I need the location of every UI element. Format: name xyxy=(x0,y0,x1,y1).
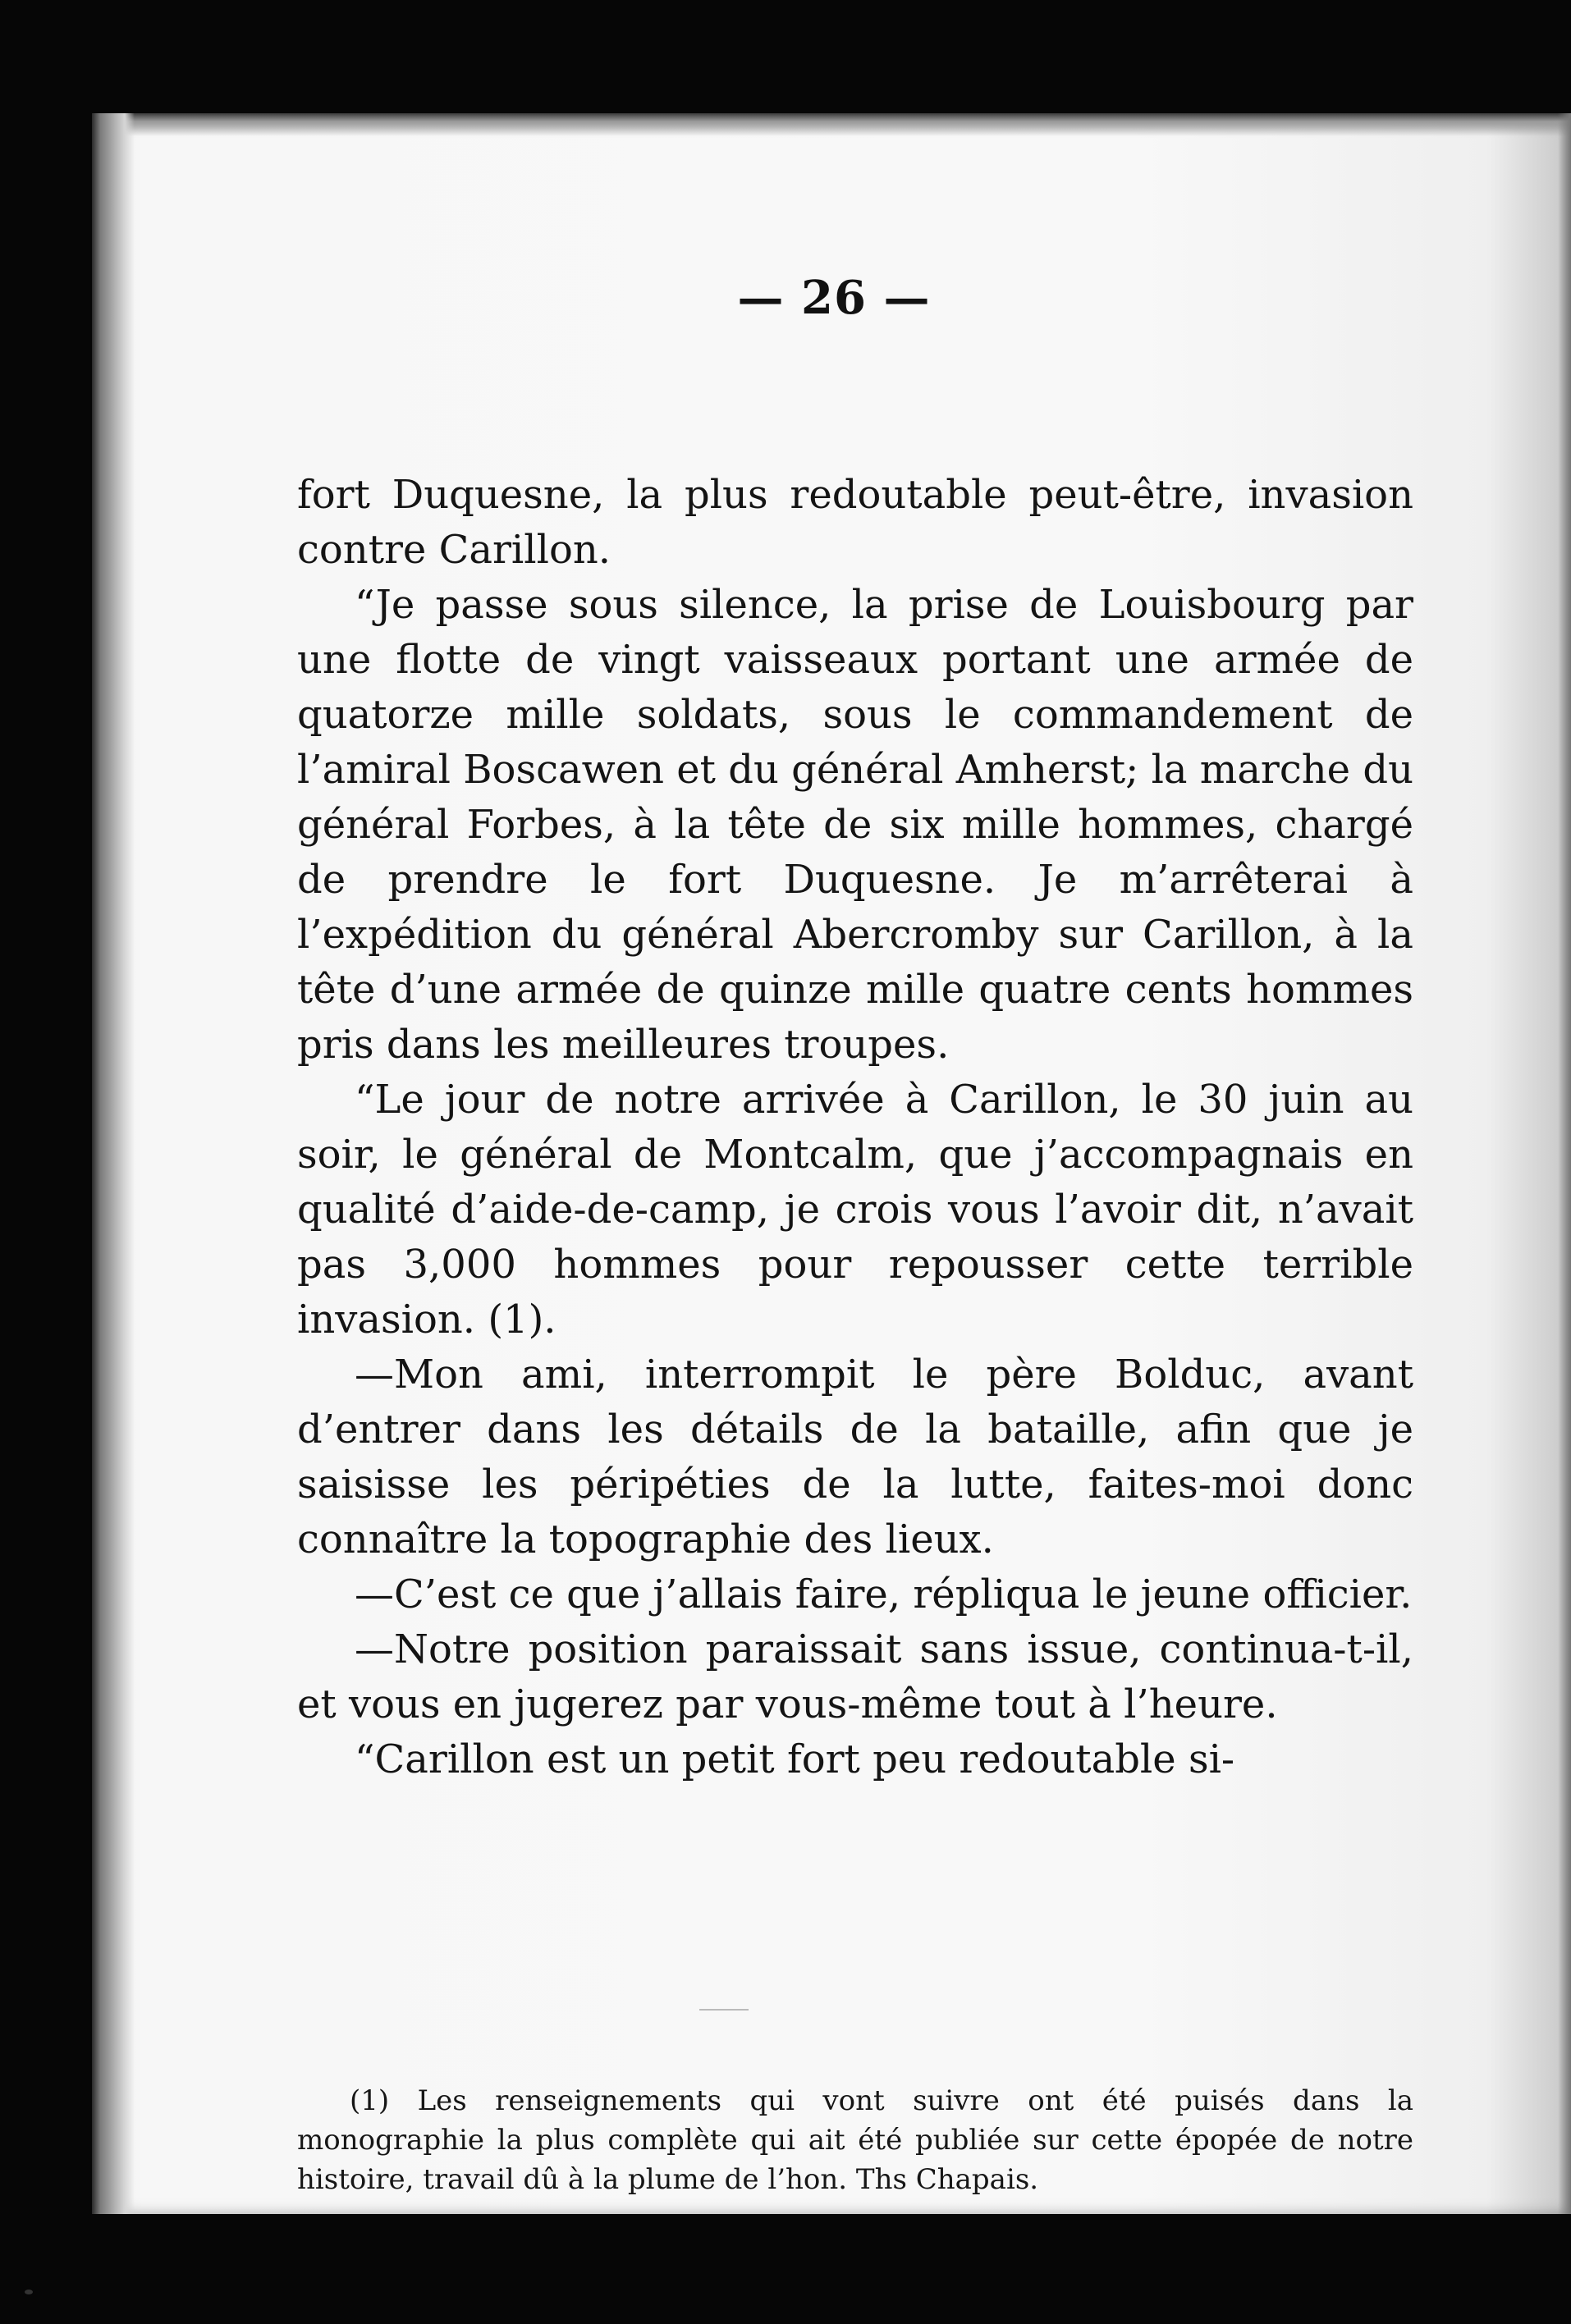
page-shadow-top xyxy=(92,113,1571,136)
paragraph-4: —Mon ami, interrompit le père Bolduc, avant d’entrer dans les détails de la bataille, afin que je saisisse les péripéties de la lutte, faites-moi donc connaître la topographie des lieux. xyxy=(297,1352,1413,1562)
paragraph-7: “Carillon est un petit fort peu redoutable si- xyxy=(355,1736,1235,1782)
book-page xyxy=(92,113,1571,2214)
paragraph-6: —Notre position paraissait sans issue, continua-t-il, et vous en jugerez par vous-même tout à l’heure. xyxy=(297,1626,1413,1727)
page-shadow-left xyxy=(92,113,135,2214)
paragraph-2: “Je passe sous silence, la prise de Louisbourg par une flotte de vingt vaisseaux portant une armée de quatorze mille soldats, sous le commandement de l’amiral Boscawen et du général Amherst; la marche du général Forbes, à la tête de six mille hommes, chargé de prendre le fort Duquesne. Je m’arrêterai à l’expédition du général Abercromby sur Carillon, à la tête d’une armée de quinze mille quatre cents hommes pris dans les meilleures troupes. xyxy=(297,582,1413,1068)
page-shadow-right xyxy=(1558,113,1571,2214)
paragraph-3: “Le jour de notre arrivée à Carillon, le 30 juin au soir, le général de Montcalm, que j’accompagnais en qualité d’aide-de-camp, je crois vous l’avoir dit, n’avait pas 3,000 hommes pour repousser cette terrible invasion. (1). xyxy=(297,1077,1413,1343)
body-text xyxy=(297,468,1413,1787)
paragraph-5: —C’est ce que j’allais faire, répliqua le jeune officier. xyxy=(355,1571,1413,1617)
scan-dust-mark xyxy=(25,2290,33,2294)
footnote: (1) Les renseignements qui vont suivre ont été puisés dans la monographie la plus complète qui ait été publiée sur cette épopée de notre histoire, travail dû à la plume de l’hon. Ths Chapais. xyxy=(297,2084,1413,2196)
paragraph-1: fort Duquesne, la plus redoutable peut-être, invasion contre Carillon. xyxy=(297,472,1413,573)
page-number: — 26 — xyxy=(737,271,931,325)
footnote-separator xyxy=(699,2009,749,2011)
